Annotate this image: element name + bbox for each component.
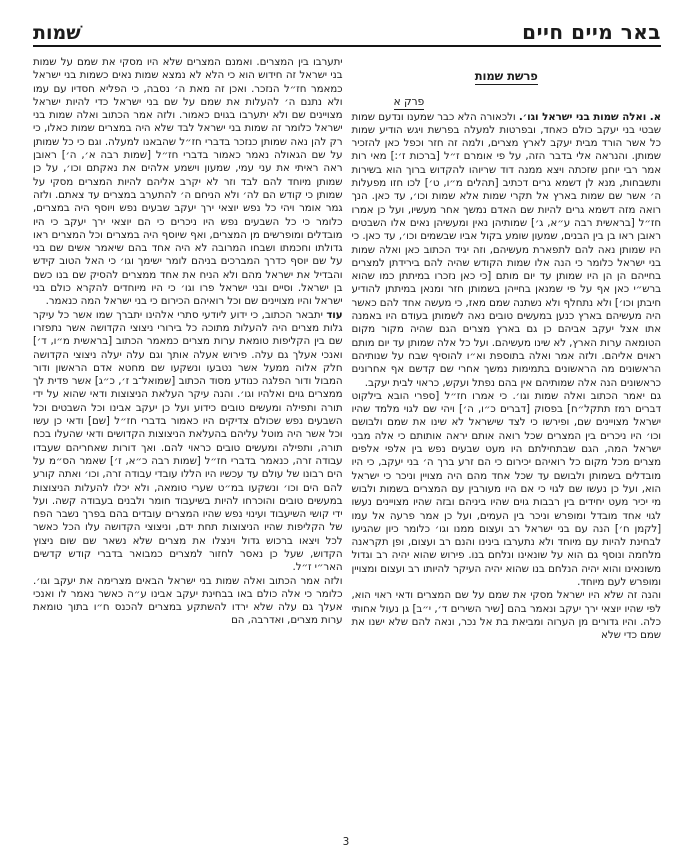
paragraph-lead: א. ואלה שמות בני ישראל וגו׳. xyxy=(518,110,661,123)
text-paragraph xyxy=(33,575,343,628)
paragraph-body: ולזה אמר הכתוב ואלה שמות בני ישראל הבאים מצרימה את יעקב וגו׳. כלומר כי אלה כולם באו בבחינת יעקב אבינו ע״ה כאשר נאמר לו ואנכי אעלך גם עלה שלא ירדו להשתקע במצרים להכנס ח״ו בתוך טומאת ערות מצרים, ואדרבה, הם xyxy=(33,574,343,627)
perek-heading: פרק א xyxy=(393,95,425,109)
page-header xyxy=(33,20,661,47)
paragraph-body: ולכאורה הלא כבר שמענו ונדעם שמות שבטי בני יעקב כולם כאחד, ובפרטות למעלה בפרשת ויגש הודיע שמות כל אשר הורד מבית יעקב לארץ מצרים, ולמה זה חזר וכפל כאן להזכיר שמותן. והנראה אלי בדבר הזה, על פי אומרם ז״ל [ברכות ז׳:] מאי רות אמר רבי יוחנן שזכתה ויצא ממנה דוד שריוהו להקדוש ברוך הוא בשירות ותשבחות, מנא לן דשמא גרים דכתיב [תהלים מ״ו, ט׳] לכו חזו מפעלות ה׳ אשר שם שמות בארץ אל תקרי שמות אלא שמות וכו׳, עד כאן. הנך רואה מזה דשמא גרים להיות שם האדם נמשך אחר מעשיו, ועל כן אמרו חז״ל [בראשית רבה ע״א, ג׳] שמותיהן נאין ומעשיהן נאים אלו השבטים ראובן ראו בן בין הבנים, שמעון שומע בקול אביו שבשמים וכו׳, עד כאן. כי היו שמותן נאה להם לתפארת מעשיהם, וזה יגיד הכתוב כאן ואלה שמות בני ישראל כלומר כי הנה אלו שמות הקודש שהיה להם בירידתן למצרים בחייהם הן הן היו שמותן עד יום מותם [כי כאן נזכרו במיתתן כמו שהוא ברש״י כאן אף על פי שמנאן בחייהן בשמותן חזר ומנאן במיתתן להודיע חיבתן וכו׳] ולא נתחלף ולא נשתנה שמם מאז, כי מעשה אחד להם כאשר היה מעשיהם בארץ כנען במעשים טובים נאה לשמותן בעודם היו באמנה אתו אצל יעקב אביהם כן גם בארץ מצרים הגם שהיה מקור מקום הטומאה ערות הארץ, לא שינו מעשיהם. ועל כל אלה שמותן עד יום מותם ראוים אליהם. ולזה אמר ואלה בתוספת וא״ו להוסיף שבח על שנותיהם הראשונים מה הראשונים בתמימות נמשך אחרי שם קדשם אף אחרונים כראשונים הנה אלה שמותיהם אין בהם נפתל ועקש, כראוי לבית יעקב. xyxy=(351,110,661,389)
left-column xyxy=(33,56,343,642)
section-title: שׁמות xyxy=(33,22,81,44)
text-paragraph xyxy=(352,111,662,390)
text-paragraph xyxy=(33,56,343,309)
book-title: באר מיים חיים xyxy=(522,20,661,44)
text-paragraph xyxy=(352,589,662,642)
text-columns xyxy=(33,56,661,642)
right-column xyxy=(352,56,662,642)
paragraph-lead: עוד xyxy=(326,308,343,321)
text-paragraph xyxy=(33,309,343,575)
parsha-heading: פרשת שמות xyxy=(474,69,538,83)
paragraph-body: יתערבו בין המצרים. ואמנם המצרים שלא היו מסקי את שמם על שמות בני ישראל זה חידוש הוא כי הלא לא נמצא שמות נאים כשמות בני ישראל כמאמר חז״ל הנזכר. ואכן זה מאת ה׳ נסבה, כי הפליא חסדיו עם עמו ולא נתנם ה׳ להעלות את שמם על שם בני ישראל כדי להיות ישראל מצויינים שם ולא יתערבו בגוים כאמור. ולזה אמר הכתוב ואלה שמות בני ישראל כלומר זה שמות בני ישראל לבד שלא היה במצרים שמות כאלו, כי רק להן נאה שמותן כנזכר בדברי חז״ל שהבאנו למעלה. וגם כי כל שמותן על שם הגאולה נאמר כאמור בדברי חז״ל [שמות רבה א׳, ה׳] ראובן ראה ראיתי את עני עמי, שמעון וישמע אלהים את נאקתם וכו׳, על כן שמותן מיוחד להם לבד וזר לא יקרב אליהם להיות המצרים מסקי על שמותן כי קודש הם לה׳ ולא הניחם ה׳ להתערב במצרים עד צאתם. ולזה גמר אומר ויהי כל נפש יוצאי ירך יעקב שבעים נפש ויוסף היה במצרים, כלומר כי כל השבעים נפש היו ניכרים כי הם יוצאי ירך יעקב כי היו מובדלים ומופרשים מן המצרים, ואף שיוסף היה במצרים וכל המצרים ראו גדולתו וחכמתו ושבחו המרובה לא היה אחד בהם שיאמר אשים שם בני על שם יוסף כדרך המברכים בניהם לומר ישימך וגו׳ כי האל הטוב קידש והבדיל את ישראל מהם ולא הניח את אחד ממצרים להסיק שם בנו כשם בן ישראל. וסיים ובני ישראל פרו וגו׳ כי היו מיוחדים להקרא כולם בני ישראל והיו מצויינים שם וכל רואיהם הכירום כי בני ישראל המה כנאמר. xyxy=(33,56,343,308)
paragraph-body: יתבאר הכתוב, כי ידוע ליודעי סתרי אלהינו יתברך שמו אשר כל עיקר גלות מצרים היה להעלות מתוכה כל בירורי ניצוצי הקדושה אשר נתפזרו שם בין הקליפות טומאת ערות מצרים כמאמר הכתוב [בראשית מ״ו, ד׳] ואנכי אעלך גם עלה. פירוש אעלה אותך וגם עלה יעלה ניצוצי הקדושה חלק אלוה ממעל אשר נטבעו ונשקעו שם מחטא אדם הראשון ודור המבול ודור הפלגה כנודע מסוד הכתוב [שמואל־ב ז׳, כ״ג] אשר פדית לך ממצרים גוים ואלהיו וגו׳. והנה עיקר העלאת הניצוצות ודאי שהוא על ידי תורה ותפילה ומעשים טובים כידוע ועל כן יעקב אבינו וכל השבטים וכל השבעים נפש שכולם צדיקים היו כאמור בדברי חז״ל [שם] ודאי כן עשו וכל אשר היה מוטל עליהם בהעלאת הניצוצות הקדושים ודאי שהעלו בכח תורה, ותפילה ומעשים טובים כראוי להם. ואך דורות שאחריהם שעבדו עבודה זרה, כנאמר בדברי חז״ל [שמות רבה כ״א, ז׳] שאמר הס״מ על הים רבונו של עולם עד עכשיו היו הללו עובדי עבודה זרה, וכו׳ ואתה קורע להם הים וכו׳ ונשקעו במ״ט שערי טומאה, ולא יכלו להעלות הניצוצות במעשים טובים והוכרחו להיות בשיעבוד חומר ולבנים בעבודה קשה. ועל ידי קושי השיעבוד ועינוי נפש שהיו המצרים עובדים בהם בפרך נשבר הפח של הקליפות שהיו הניצוצות תחת ידם, וניצוצי הקדושה עלו הכל כאשר לכל ויצאו ברכוש גדול וינצלו את מצרים שלא נשאר שם שום ניצוץ הקדוש, שעל כן נאסר לחזור למצרים כמבואר בדברי קודש קדשים האר״י ז״ל. xyxy=(33,308,343,574)
text-paragraph xyxy=(352,390,662,589)
paragraph-body: והנה זה שלא היו ישראל מסקי את שמם על שם המצרים ודאי ראוי הוא, לפי שהיו יוצאי ירך יעקב ונאמר בהם [שיר השירים ד׳, י״ב] גן נעול אחותי כלה. והיו גדורים מן הערוה ומביאת בת אל נכר, ונאה להם שלא ישנו את שמם כדי שלא xyxy=(351,589,661,642)
paragraph-body: גם יאמר הכתוב ואלה שמות וגו׳. כי אמרו חז״ל [ספרי הובא בילקוט דברים רמז תתקל״ח] בפסוק [דברים כ״ו, ה׳] ויהי שם לגוי מלמד שהיו ישראל מצויינים שם, ופירשו כי לצד שישראל לא שינו את שמם ולבושם וכו׳ היו ניכרים בין המצרים שכל רואה אותם יראה אותותם כי אלה מבני ישראל המה, הגם שבתחילתם היו מעט שבעים נפש בין אלפי אלפים מצרים מכל מקום כל רואיהם יכירום כי הם זרע ברך ה׳ בני יעקב, כי היו מובדלים בשמותן ולבושם עד שכל אחד מהם היה מצויין וניכר כי ישראל הוא, ועל כן נעשו שם לגוי כי אם היו מעורבין עם המצרים בשמות ולבוש מי יכיר מעט יחידים בין רבבות גוים שהיו ביניהם ובזה שהיו מצויינים נעשו לגוי אחד מובדל ומופרש וניכר בין העמים, ועל כן אמר פרעה אל עמו [לקמן ח׳] הנה עם בני ישראל רב ועצום ממנו וגו׳ כלומר כיון שהגיעו לבחינת להיות עם מיוחד ולא נתערבו בינינו והנם רב ועצום, ופן תקראנה מלחמה ונוסף גם הוא על שונאינו ונלחם בנו. פירוש שהוא יהיה רב וגדול משונאינו והוא יהיה הנלחם בנו שהוא יהיה העיקר להיותו רב ועצום ומצויין ומופרש לעם מיוחד. xyxy=(351,389,661,588)
page-number: 3 xyxy=(342,836,350,848)
